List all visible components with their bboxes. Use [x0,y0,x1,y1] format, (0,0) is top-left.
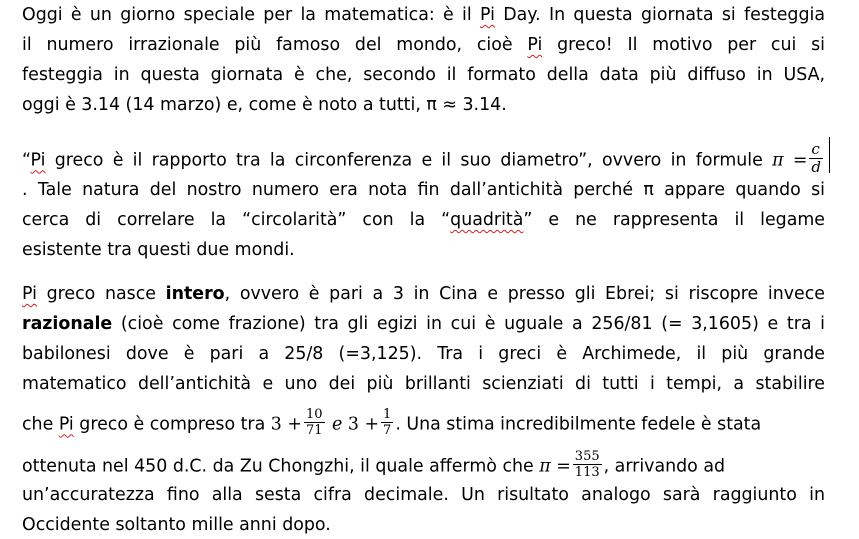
text-cursor [829,137,830,173]
line [22,140,825,178]
text: Day. In questa giornata si festeggia [494,5,825,25]
text: ” e ne rappresenta il legame [523,210,825,230]
text: “ [22,150,31,171]
misspelled-word[interactable]: Pi [480,5,495,25]
text: , arrivando ad [603,456,726,477]
fraction-numerator: 10 [305,407,323,422]
line: esistente tra questi due mondi. [22,240,295,260]
line: un’accuratezza fino alla sesta cifra decimale. Un risultato analogo sarà raggiunto in [22,485,825,505]
line [22,313,825,335]
formula-whole: 3 + [270,414,302,435]
text: greco è il rapporto tra la circonferenza e il suo diametro”, ovvero in formule [45,150,773,171]
misspelled-word[interactable]: quadrità [450,210,524,230]
misspelled-word[interactable]: Pi [58,414,74,435]
line: festeggia in questa giornata è che, secondo il formato della data più diffuso in USA, [22,65,825,85]
text: , ovvero è pari a 3 in Cina e presso gli Ebrei; si riscopre invece [224,284,825,304]
line [22,409,761,440]
fraction-numerator: 1 [383,407,392,422]
text: greco! Il motivo per cui si [542,35,825,55]
line: matematico dell’antichità e uno dei più brillanti scienziati di tutti i tempi, a stabilire [22,374,825,394]
fraction-10-over-71 [304,407,325,438]
bold-text: razionale [22,314,113,334]
bold-text: intero [165,284,225,304]
fraction-denominator: 71 [305,423,323,438]
line [22,283,825,305]
text: greco è compreso tra [73,414,271,435]
formula-conjunction: e [326,414,348,435]
text: il numero irrazionale più famoso del mondo, cioè [22,35,528,55]
fraction-numerator: c [809,141,823,159]
text: ottenuta nel 450 d.C. da Zu Chongzhi, il quale affermò che [22,456,540,477]
line: Occidente soltanto mille anni dopo. [22,515,331,535]
line [22,209,825,231]
line [22,451,725,482]
text: cerca di correlare la “circolarità” con la “ [22,210,451,230]
formula-lhs: π = [772,150,808,171]
line: . Tale natura del nostro numero era nota fin dall’antichità perché π appare quando si [22,180,825,200]
fraction-c-over-d [809,141,823,176]
misspelled-word[interactable]: Pi [527,35,543,55]
text: Oggi è un giorno speciale per la matematica: è il [22,5,480,25]
text: greco nasce [36,284,166,304]
text: (cioè come frazione) tra gli egizi in cui è uguale a 256/81 (= 3,1605) e tra i [112,314,825,334]
fraction-denominator: d [811,158,821,176]
text: . Una stima incredibilmente fedele è stata [395,414,762,435]
text: che [22,414,59,435]
formula-lhs: π = [539,456,571,477]
fraction-355-over-113 [573,449,602,480]
misspelled-word[interactable]: Pi [22,284,37,304]
fraction-1-over-7 [381,407,393,438]
fraction-numerator: 355 [574,449,600,464]
formula-whole: 3 + [347,414,380,435]
fraction-denominator: 113 [574,465,600,480]
line: babilonesi dove è pari a 25/8 (=3,125). Tra i greci è Archimede, il più grande [22,344,825,364]
misspelled-word[interactable]: Pi [30,150,46,171]
fraction-denominator: 7 [383,423,392,438]
line: oggi è 3.14 (14 marzo) e, come è noto a tutti, π ≈ 3.14. [22,95,507,115]
line [22,4,825,26]
line [22,34,825,56]
